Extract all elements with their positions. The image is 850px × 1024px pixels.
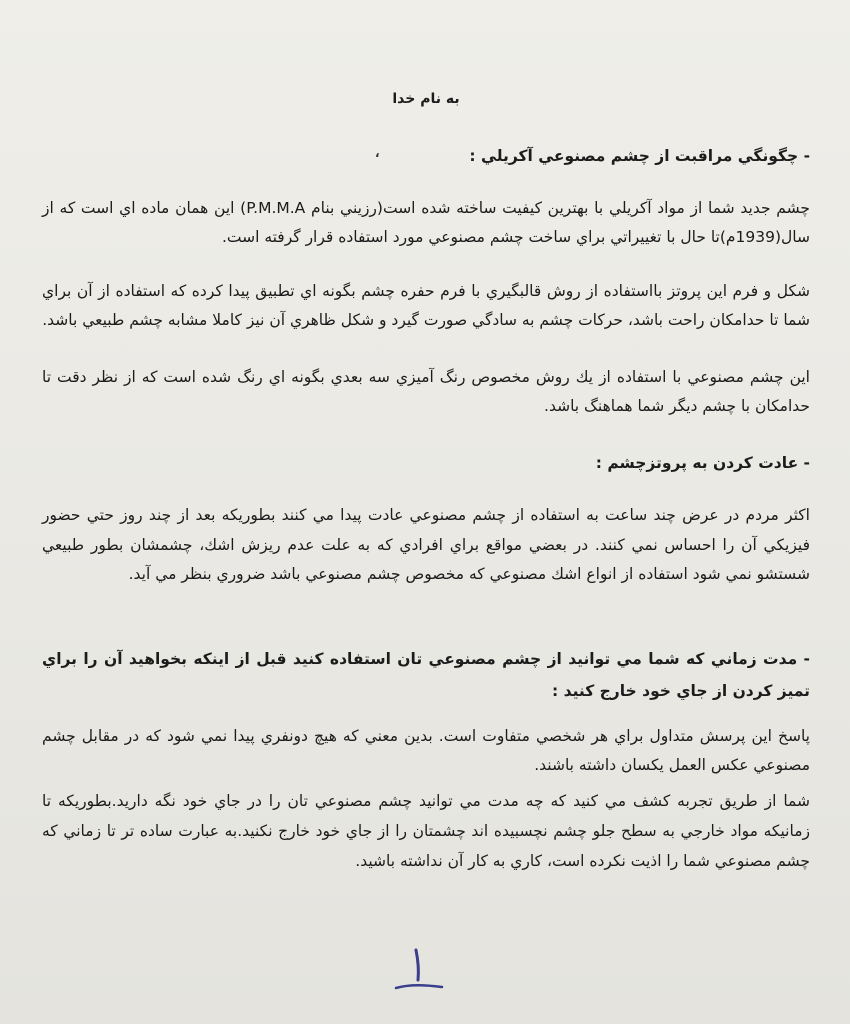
stray-mark: ، bbox=[375, 146, 380, 160]
bismillah-title: به نام خدا bbox=[392, 91, 460, 107]
paragraph-material: چشم جديد شما از مواد آكريلي با بهترين كيفيت ساخته شده است(رزيني بنام P.M.M.A) اين همان ماده اي است كه از سال(1939م)تا حال با تغييراتي براي ساخت چشم مصنوعي مورد استفاده قرار گرفته است. bbox=[42, 199, 810, 246]
page-number-handwritten bbox=[392, 944, 446, 994]
paragraph-color: اين چشم مصنوعي با استفاده از يك روش مخصوص رنگ آميزي سه بعدي بگونه اي رنگ شده است كه از نظر دقت تا حدامكان با چشم ديگر شما هماهنگ باشد. bbox=[42, 368, 810, 415]
paragraph-getting-used: اكثر مردم در عرض چند ساعت به استفاده از چشم مصنوعي عادت پيدا مي كنند بطوريكه بعد از چند روز حتي حضور فيزيكي آن را احساس نمي كنند. در بعضي مواقع براي افرادي كه به علت عدم ريزش اشك، چشمشان بطور طبيعي شستشو نمي شود استفاده از انواع اشك مصنوعي كه مخصوص چشم مصنوعي باشد ضروري بنظر مي آيد. bbox=[42, 506, 810, 583]
heading-wearing-duration: - مدت زماني كه شما مي توانيد از چشم مصنوعي تان استفاده كنيد قبل از اينكه بخواهيد آن را براي تميز كردن از جاي خود خارج كنيد : bbox=[42, 650, 810, 700]
paragraph-experience: شما از طريق تجربه كشف مي كنيد كه چه مدت مي توانيد چشم مصنوعي تان را در جاي خود نگه داريد.بطوريكه تا زمانيكه مواد خارجي به سطح جلو چشم نچسبيده اند چشمتان را از جاي خود خارج نكنيد.به عبارت ساده تر تا زماني كه چشم مصنوعي شما را اذيت نكرده است، كاري به كار آن نداشته باشيد. bbox=[42, 792, 810, 870]
heading-eye-care: - چگونگي مراقبت از چشم مصنوعي آكريلي : bbox=[469, 147, 810, 165]
paragraph-shape: شكل و فرم اين پروتز بااستفاده از روش قالبگيري با فرم حفره چشم بگونه اي تطبيق پيدا كرده كه استفاده از آن براي شما تا حدامكان راحت باشد، حركات چشم به سادگي صورت گيرد و شكل ظاهري آن نيز كاملا مشابه چشم طبيعي باشد. bbox=[42, 282, 810, 329]
paragraph-answer: پاسخ اين پرسش متداول براي هر شخصي متفاوت است. بدين معني كه هيچ دونفري پيدا نمي شود كه در مقابل چشم مصنوعي عكس العمل يكسان داشته باشند. bbox=[42, 727, 810, 774]
heading-getting-used: - عادت كردن به پروتزچشم : bbox=[595, 454, 810, 472]
